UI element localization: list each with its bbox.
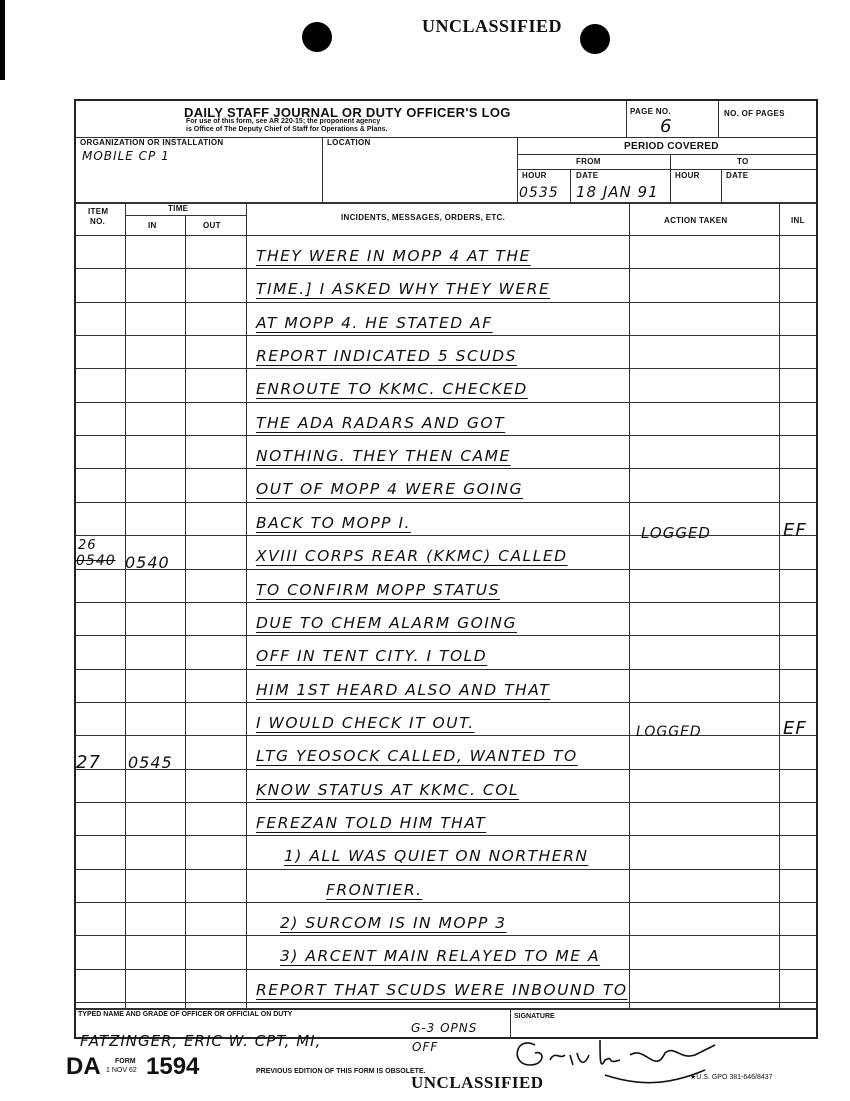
entry-line: TO CONFIRM MOPP STATUS (256, 581, 500, 599)
row-rule (76, 335, 816, 336)
item-27-time-in: 0545 (128, 753, 173, 772)
row-rule (76, 635, 816, 636)
item-26b-inl: EF (783, 718, 807, 739)
item-27-number: 27 (76, 752, 101, 773)
gpo-imprint: ★U.S. GPO 381-646/8437 (690, 1074, 773, 1081)
entry-line: DUE TO CHEM ALARM GOING (256, 614, 517, 632)
to-hour-label: HOUR (675, 171, 700, 180)
entry-line: LTG YEOSOCK CALLED, WANTED TO (256, 747, 578, 765)
item-26-number: 26 (78, 538, 97, 553)
signature-label: SIGNATURE (514, 1013, 555, 1020)
period-covered-label: PERIOD COVERED (624, 141, 719, 152)
row-rule (76, 368, 816, 369)
row-rule (76, 569, 816, 570)
entry-line: 1) ALL WAS QUIET ON NORTHERN (284, 847, 589, 865)
officer-name: FATZINGER, ERIC W. CPT, MI, (80, 1032, 322, 1050)
time-out-label: OUT (203, 221, 221, 230)
item-26-struck-time: 0540 (76, 553, 116, 569)
row-rule (76, 902, 816, 903)
no-of-pages-label: NO. OF PAGES (724, 109, 785, 118)
org-label: ORGANIZATION OR INSTALLATION (80, 138, 224, 147)
entry-line: THEY WERE IN MOPP 4 AT THE (256, 247, 531, 265)
entry-line: REPORT INDICATED 5 SCUDS (256, 347, 517, 365)
row-rule (76, 835, 816, 836)
scan-edge-mark (0, 0, 5, 80)
row-rule (76, 769, 816, 770)
officer-role-line2: OFF (412, 1040, 439, 1054)
form-subtitle-2: is Office of The Deputy Chief of Staff for Operations & Plans. (186, 126, 388, 133)
entry-line: I WOULD CHECK IT OUT. (256, 714, 475, 732)
entry-line: OUT OF MOPP 4 WERE GOING (256, 480, 523, 498)
from-hour-value: 0535 (519, 185, 559, 201)
row-rule (76, 602, 816, 603)
officer-role-line1: G-3 OPNS (411, 1021, 478, 1035)
time-label: TIME (168, 204, 189, 213)
from-hour-label: HOUR (522, 171, 547, 180)
entry-line: AT MOPP 4. HE STATED AF (256, 314, 493, 332)
entry-line: 3) ARCENT MAIN RELAYED TO ME A (280, 947, 601, 965)
item-26b-action: LOGGED (636, 724, 702, 740)
to-label: TO (737, 157, 749, 166)
entry-line: OFF IN TENT CITY. I TOLD (256, 647, 488, 665)
previous-edition-note: PREVIOUS EDITION OF THIS FORM IS OBSOLETE. (256, 1068, 426, 1075)
entry-line: TIME.] I ASKED WHY THEY WERE (256, 280, 551, 298)
entry-line: XVIII CORPS REAR (KKMC) CALLED (256, 547, 568, 565)
from-date-value: 18 JAN 91 (576, 183, 659, 201)
form-subtitle-1: For use of this form, see AR 220-15; the proponent agency (186, 118, 381, 125)
row-rule (76, 402, 816, 403)
form-number: 1594 (146, 1053, 200, 1080)
punch-hole-left (302, 22, 332, 52)
row-rule (76, 969, 816, 970)
inl-label: INL (791, 216, 805, 225)
row-rule (76, 468, 816, 469)
entry-line: KNOW STATUS AT KKMC. COL (256, 781, 520, 799)
to-date-label: DATE (726, 171, 749, 180)
item-26-time-in: 0540 (125, 553, 170, 572)
incidents-label: INCIDENTS, MESSAGES, ORDERS, ETC. (341, 213, 506, 222)
page-no-label: PAGE NO. (630, 107, 671, 116)
entry-line: BACK TO MOPP I. (256, 514, 411, 532)
form-title: DAILY STAFF JOURNAL OR DUTY OFFICER'S LOG (184, 105, 511, 120)
item-label: ITEM (88, 207, 109, 216)
row-rule (76, 935, 816, 936)
location-label: LOCATION (327, 138, 371, 147)
org-value: MOBILE CP 1 (82, 149, 170, 163)
entry-line: THE ADA RADARS AND GOT (256, 414, 506, 432)
row-rule (76, 669, 816, 670)
row-rule (76, 435, 816, 436)
entry-line: NOTHING. THEY THEN CAME (256, 447, 511, 465)
time-in-label: IN (148, 221, 157, 230)
action-taken-label: ACTION TAKEN (664, 216, 728, 225)
form-date: 1 NOV 62 (106, 1067, 137, 1074)
classification-bottom: UNCLASSIFIED (411, 1073, 544, 1092)
row-rule (76, 869, 816, 870)
classification-top: UNCLASSIFIED (422, 16, 563, 36)
entry-line: ENROUTE TO KKMC. CHECKED (256, 380, 528, 398)
row-rule (76, 268, 816, 269)
page-no-value: 6 (660, 116, 673, 137)
row-rule (76, 802, 816, 803)
entry-line: 2) SURCOM IS IN MOPP 3 (280, 914, 507, 932)
item-26-action: LOGGED (641, 524, 711, 542)
form-prefix: DA (66, 1053, 101, 1080)
entry-line: HIM 1ST HEARD ALSO AND THAT (256, 681, 551, 699)
from-label: FROM (576, 157, 601, 166)
row-rule (76, 735, 816, 736)
row-rule (76, 302, 816, 303)
item-no-label: NO. (90, 217, 106, 226)
entry-line: REPORT THAT SCUDS WERE INBOUND TO (256, 981, 628, 999)
item-26-inl: EF (783, 520, 807, 541)
punch-hole-right (580, 24, 610, 54)
entry-line: FEREZAN TOLD HIM THAT (256, 814, 487, 832)
row-rule (76, 702, 816, 703)
row-rule (76, 1002, 816, 1003)
row-rule (76, 502, 816, 503)
typed-name-label: TYPED NAME AND GRADE OF OFFICER OR OFFICIAL ON DUTY (78, 1011, 293, 1018)
form-label: FORM (115, 1058, 136, 1065)
from-date-label: DATE (576, 171, 599, 180)
entry-line: FRONTIER. (326, 881, 423, 899)
